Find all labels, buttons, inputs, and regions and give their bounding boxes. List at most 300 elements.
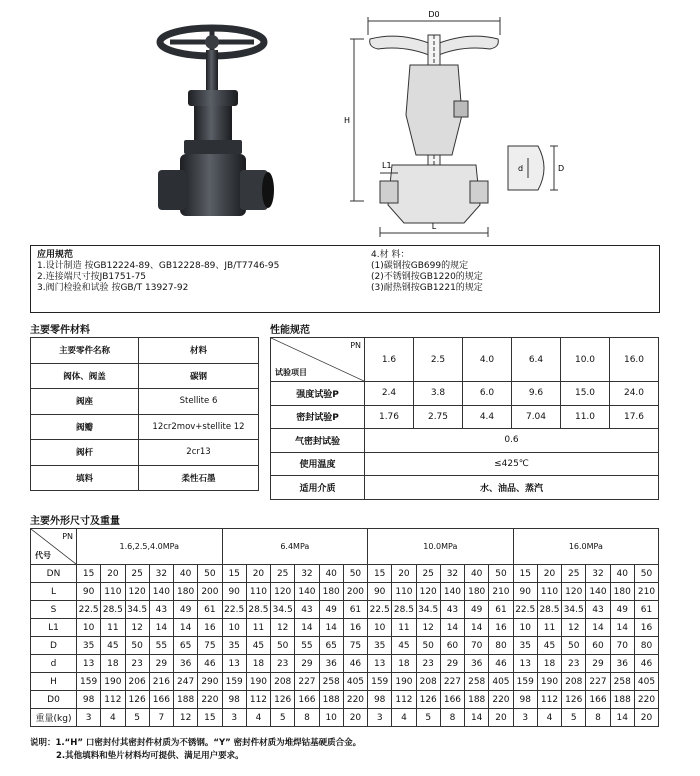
- cell: 10: [222, 619, 246, 637]
- cell: 29: [295, 655, 319, 673]
- cell: 50: [271, 637, 295, 655]
- cell: 13: [77, 655, 101, 673]
- cell: 180: [319, 583, 343, 601]
- cell: 15: [513, 565, 537, 583]
- cell: 25: [125, 565, 149, 583]
- pn-value: 2.5: [414, 338, 463, 382]
- cell: 206: [125, 673, 149, 691]
- row-label: L: [31, 583, 77, 601]
- cell: 227: [295, 673, 319, 691]
- material-item: (3)耐热钢按GB1221的规定: [371, 283, 483, 293]
- dims-corner-cell: [31, 529, 77, 565]
- part-material: 柔性石墨: [139, 465, 259, 491]
- row-label: S: [31, 601, 77, 619]
- cell: 190: [537, 673, 561, 691]
- cell: 49: [174, 601, 198, 619]
- footnotes: [30, 737, 361, 763]
- part-name: 阀体、阀盖: [31, 363, 139, 389]
- cell: 28.5: [101, 601, 125, 619]
- cell: 23: [125, 655, 149, 673]
- parts-section-title: 主要零件材料: [30, 325, 90, 336]
- cell: 98: [368, 691, 392, 709]
- table-row: [31, 673, 659, 691]
- cell: 29: [586, 655, 610, 673]
- note-line: 2.其他填料和垫片材料均可提供、满足用户要求。: [56, 751, 244, 761]
- cell: 3: [222, 709, 246, 727]
- cell: 23: [416, 655, 440, 673]
- cell: 5: [416, 709, 440, 727]
- cell: 13: [222, 655, 246, 673]
- cell: 40: [465, 565, 489, 583]
- cell: 43: [149, 601, 173, 619]
- cell: 126: [416, 691, 440, 709]
- cell: 75: [343, 637, 367, 655]
- cell: 9.6: [512, 382, 561, 406]
- cell: 11.0: [561, 405, 610, 429]
- cell: 61: [634, 601, 658, 619]
- cell: 36: [465, 655, 489, 673]
- cell: 50: [489, 565, 513, 583]
- cell: 120: [416, 583, 440, 601]
- cell: 4: [392, 709, 416, 727]
- cell: 32: [149, 565, 173, 583]
- cell: 188: [319, 691, 343, 709]
- cell: 126: [271, 691, 295, 709]
- cell: 50: [343, 565, 367, 583]
- cell: 5: [562, 709, 586, 727]
- cell: 61: [343, 601, 367, 619]
- application-spec-box: [30, 245, 660, 313]
- table-row: [271, 429, 659, 453]
- cell: 70: [610, 637, 634, 655]
- cell: 10: [368, 619, 392, 637]
- pressure-group-header: 16.0MPa: [513, 529, 659, 565]
- part-material: 碳钢: [139, 363, 259, 389]
- cell: 24.0: [610, 382, 659, 406]
- cell: 10: [319, 709, 343, 727]
- cell: 20: [537, 565, 561, 583]
- cell: 90: [77, 583, 101, 601]
- valve-photo: [130, 20, 300, 235]
- cell: 90: [513, 583, 537, 601]
- cell: 15: [198, 709, 222, 727]
- cell: 12: [416, 619, 440, 637]
- cell: 200: [198, 583, 222, 601]
- cell: 35: [513, 637, 537, 655]
- d-label: d: [518, 164, 524, 173]
- l1-label: L1: [382, 161, 392, 170]
- cell: 17.6: [610, 405, 659, 429]
- cell: 16: [489, 619, 513, 637]
- spec-right-column: [371, 250, 483, 294]
- cell: 60: [440, 637, 464, 655]
- cell: 45: [392, 637, 416, 655]
- cell: 16: [634, 619, 658, 637]
- cell: 20: [101, 565, 125, 583]
- cell: 22.5: [368, 601, 392, 619]
- cell: 11: [101, 619, 125, 637]
- cell: 405: [634, 673, 658, 691]
- cell: 25: [562, 565, 586, 583]
- cell: 110: [246, 583, 270, 601]
- cell: 18: [392, 655, 416, 673]
- cell: 210: [634, 583, 658, 601]
- cell: 43: [295, 601, 319, 619]
- cell: 180: [174, 583, 198, 601]
- spec-item: 2.连接端尺寸按JB1751-75: [37, 272, 147, 282]
- cell: 75: [198, 637, 222, 655]
- cell: 220: [489, 691, 513, 709]
- table-row: [271, 452, 659, 476]
- cell: 110: [537, 583, 561, 601]
- cell: 4: [101, 709, 125, 727]
- cell: 35: [222, 637, 246, 655]
- cell: 190: [246, 673, 270, 691]
- cell: 11: [537, 619, 561, 637]
- cell: 188: [610, 691, 634, 709]
- cell: 126: [125, 691, 149, 709]
- cell: 11: [392, 619, 416, 637]
- pn-value: 4.0: [463, 338, 512, 382]
- table-row: [271, 405, 659, 429]
- cell: 405: [489, 673, 513, 691]
- cell: 8: [295, 709, 319, 727]
- cell: 15.0: [561, 382, 610, 406]
- d0-label: D0: [428, 10, 440, 19]
- cell: 43: [440, 601, 464, 619]
- cell: 14: [440, 619, 464, 637]
- cell: 32: [586, 565, 610, 583]
- table-row: [31, 565, 659, 583]
- cell: 10: [77, 619, 101, 637]
- table-row: [31, 655, 659, 673]
- cell: 20: [246, 565, 270, 583]
- cell: 3.8: [414, 382, 463, 406]
- table-row: [31, 619, 659, 637]
- cell: 46: [198, 655, 222, 673]
- cell: 14: [295, 619, 319, 637]
- cell: 43: [586, 601, 610, 619]
- cell: 28.5: [392, 601, 416, 619]
- parts-material-table: [30, 337, 259, 491]
- row-label: 密封试验P: [271, 405, 365, 429]
- table-row: [271, 338, 659, 382]
- cell: 7.04: [512, 405, 561, 429]
- performance-table: [270, 337, 659, 500]
- cell: 405: [343, 673, 367, 691]
- cell: 46: [489, 655, 513, 673]
- cell: 70: [465, 637, 489, 655]
- cell: 34.5: [416, 601, 440, 619]
- cell: 49: [610, 601, 634, 619]
- cell: 50: [125, 637, 149, 655]
- part-name: 阀杆: [31, 440, 139, 466]
- part-material: 2cr13: [139, 440, 259, 466]
- cell: 18: [537, 655, 561, 673]
- cell: 22.5: [77, 601, 101, 619]
- cell: 220: [634, 691, 658, 709]
- cell: 258: [610, 673, 634, 691]
- cell: 16: [343, 619, 367, 637]
- cell: 49: [319, 601, 343, 619]
- cell: 45: [101, 637, 125, 655]
- cell: 15: [77, 565, 101, 583]
- row-label: 适用介质: [271, 476, 365, 500]
- cell: 140: [440, 583, 464, 601]
- table-row: [271, 476, 659, 500]
- dimensions-table: [30, 528, 659, 727]
- table-row: [31, 363, 259, 389]
- cell: 120: [271, 583, 295, 601]
- row-label: L1: [31, 619, 77, 637]
- part-material: 12cr2mov+stellite 12: [139, 414, 259, 440]
- cell: 4: [537, 709, 561, 727]
- cell: 60: [586, 637, 610, 655]
- cell: 50: [416, 637, 440, 655]
- pressure-group-header: 6.4MPa: [222, 529, 368, 565]
- cell: 200: [343, 583, 367, 601]
- cell: 28.5: [246, 601, 270, 619]
- cell: 210: [489, 583, 513, 601]
- row-label: 重量(kg): [31, 709, 77, 727]
- table-row: [31, 691, 659, 709]
- cell: 61: [198, 601, 222, 619]
- cell: 14: [465, 709, 489, 727]
- cell: 112: [246, 691, 270, 709]
- cell: 13: [368, 655, 392, 673]
- cell: 140: [586, 583, 610, 601]
- valve-section-drawing: [340, 5, 570, 240]
- cell: 120: [562, 583, 586, 601]
- row-label: d: [31, 655, 77, 673]
- header-cell: 材料: [139, 338, 259, 364]
- cell: 80: [634, 637, 658, 655]
- table-row: [31, 709, 659, 727]
- part-name: 阀座: [31, 389, 139, 415]
- cell: 40: [610, 565, 634, 583]
- header-cell: 主要零件名称: [31, 338, 139, 364]
- pn-value: 10.0: [561, 338, 610, 382]
- corner-pn-label: PN: [62, 532, 73, 541]
- table-row: [31, 583, 659, 601]
- corner-code-label: 代号: [35, 551, 51, 560]
- cell: 4: [246, 709, 270, 727]
- l-label: L: [431, 222, 437, 231]
- cell: 34.5: [125, 601, 149, 619]
- cell: 166: [295, 691, 319, 709]
- cell: 23: [562, 655, 586, 673]
- cell: 18: [246, 655, 270, 673]
- cell: 112: [101, 691, 125, 709]
- table-row: [31, 414, 259, 440]
- cell: 34.5: [271, 601, 295, 619]
- cell: 159: [77, 673, 101, 691]
- cell: 14: [319, 619, 343, 637]
- cell: 28.5: [537, 601, 561, 619]
- cell: 6.0: [463, 382, 512, 406]
- cell: 15: [222, 565, 246, 583]
- table-row: [271, 382, 659, 406]
- cell: 49: [465, 601, 489, 619]
- cell: 14: [174, 619, 198, 637]
- cell: 2.4: [365, 382, 414, 406]
- table-row: [31, 338, 259, 364]
- cell: 112: [392, 691, 416, 709]
- cell: 220: [343, 691, 367, 709]
- cell: 258: [465, 673, 489, 691]
- cell: 25: [416, 565, 440, 583]
- pressure-group-header: 10.0MPa: [368, 529, 514, 565]
- cell: 98: [513, 691, 537, 709]
- cell: 12: [271, 619, 295, 637]
- row-label: D0: [31, 691, 77, 709]
- cell: 120: [125, 583, 149, 601]
- cell: 190: [392, 673, 416, 691]
- cell: 36: [174, 655, 198, 673]
- cell: 208: [416, 673, 440, 691]
- perf-corner-cell: [271, 338, 365, 382]
- cell: 50: [562, 637, 586, 655]
- cell: 3: [77, 709, 101, 727]
- cell: 3: [368, 709, 392, 727]
- row-label: H: [31, 673, 77, 691]
- table-row: [31, 440, 259, 466]
- cell: 10: [513, 619, 537, 637]
- cell: 40: [174, 565, 198, 583]
- part-material: Stellite 6: [139, 389, 259, 415]
- cell: 90: [222, 583, 246, 601]
- cell: 5: [271, 709, 295, 727]
- cell: 12: [125, 619, 149, 637]
- cell: 80: [489, 637, 513, 655]
- table-row: [31, 637, 659, 655]
- cell: 15: [368, 565, 392, 583]
- cell: 216: [149, 673, 173, 691]
- cell: 65: [174, 637, 198, 655]
- cell: 8: [586, 709, 610, 727]
- spec-item: 1.设计制造 按GB12224-89、GB12228-89、JB/T7746-95: [37, 261, 280, 271]
- table-row: [31, 529, 659, 565]
- cell: 12: [174, 709, 198, 727]
- cell: 180: [465, 583, 489, 601]
- note-line: 说明：1.“H” 口密封付其密封件材质为不锈钢。“Y” 密封件材质为堆焊钴基硬质合金。: [30, 738, 362, 748]
- cell: 140: [295, 583, 319, 601]
- cell: 5: [125, 709, 149, 727]
- cell: 65: [319, 637, 343, 655]
- cell: 208: [271, 673, 295, 691]
- cell: 208: [562, 673, 586, 691]
- spec-title: 应用规范: [37, 250, 74, 260]
- cell: 22.5: [222, 601, 246, 619]
- cell: 40: [319, 565, 343, 583]
- pn-value: 1.6: [365, 338, 414, 382]
- cell: 46: [343, 655, 367, 673]
- cell: 36: [319, 655, 343, 673]
- cell: ≤425℃: [365, 452, 659, 476]
- cell: 45: [537, 637, 561, 655]
- row-label: 气密封试验: [271, 429, 365, 453]
- cell: 18: [101, 655, 125, 673]
- cell: 14: [610, 619, 634, 637]
- row-label: DN: [31, 565, 77, 583]
- cell: 166: [586, 691, 610, 709]
- cell: 126: [562, 691, 586, 709]
- cell: 32: [295, 565, 319, 583]
- cell: 20: [392, 565, 416, 583]
- pn-value: 6.4: [512, 338, 561, 382]
- cell: 190: [101, 673, 125, 691]
- d-cap-label: D: [558, 164, 565, 173]
- cell: 112: [537, 691, 561, 709]
- corner-pn-label: PN: [350, 341, 361, 350]
- cell: 11: [246, 619, 270, 637]
- performance-section-title: 性能规范: [270, 325, 310, 336]
- cell: 50: [634, 565, 658, 583]
- material-title: 4.材 料：: [371, 250, 410, 260]
- pressure-group-header: 1.6,2.5,4.0MPa: [77, 529, 223, 565]
- cell: 8: [440, 709, 464, 727]
- corner-test-label: 试验项目: [275, 368, 307, 377]
- cell: 20: [634, 709, 658, 727]
- cell: 55: [295, 637, 319, 655]
- material-item: (1)碳钢按GB699的规定: [371, 261, 469, 271]
- cell: 227: [440, 673, 464, 691]
- socket-detail-drawing: [498, 140, 568, 196]
- cell: 2.75: [414, 405, 463, 429]
- cell: 166: [149, 691, 173, 709]
- spec-left-column: [37, 250, 279, 294]
- table-row: [31, 465, 259, 491]
- part-name: 填料: [31, 465, 139, 491]
- cell: 水、油品、蒸汽: [365, 476, 659, 500]
- cell: 35: [77, 637, 101, 655]
- cell: 29: [149, 655, 173, 673]
- cell: 247: [174, 673, 198, 691]
- cell: 12: [562, 619, 586, 637]
- cell: 61: [489, 601, 513, 619]
- cell: 25: [271, 565, 295, 583]
- cell: 20: [343, 709, 367, 727]
- cell: 188: [465, 691, 489, 709]
- part-name: 阀瓣: [31, 414, 139, 440]
- cell: 159: [513, 673, 537, 691]
- cell: 45: [246, 637, 270, 655]
- cell: 23: [271, 655, 295, 673]
- cell: 32: [440, 565, 464, 583]
- row-label: 使用温度: [271, 452, 365, 476]
- cell: 14: [610, 709, 634, 727]
- cell: 16: [198, 619, 222, 637]
- row-label: D: [31, 637, 77, 655]
- cell: 55: [149, 637, 173, 655]
- cell: 29: [440, 655, 464, 673]
- cell: 110: [101, 583, 125, 601]
- spec-item: 3.阀门检验和试验 按GB/T 13927-92: [37, 283, 189, 293]
- cell: 22.5: [513, 601, 537, 619]
- cell: 20: [489, 709, 513, 727]
- cell: 14: [465, 619, 489, 637]
- cell: 180: [610, 583, 634, 601]
- cell: 4.4: [463, 405, 512, 429]
- cell: 98: [222, 691, 246, 709]
- row-label: 强度试验P: [271, 382, 365, 406]
- cell: 0.6: [365, 429, 659, 453]
- pn-value: 16.0: [610, 338, 659, 382]
- cell: 14: [586, 619, 610, 637]
- cell: 227: [586, 673, 610, 691]
- cell: 166: [440, 691, 464, 709]
- cell: 34.5: [562, 601, 586, 619]
